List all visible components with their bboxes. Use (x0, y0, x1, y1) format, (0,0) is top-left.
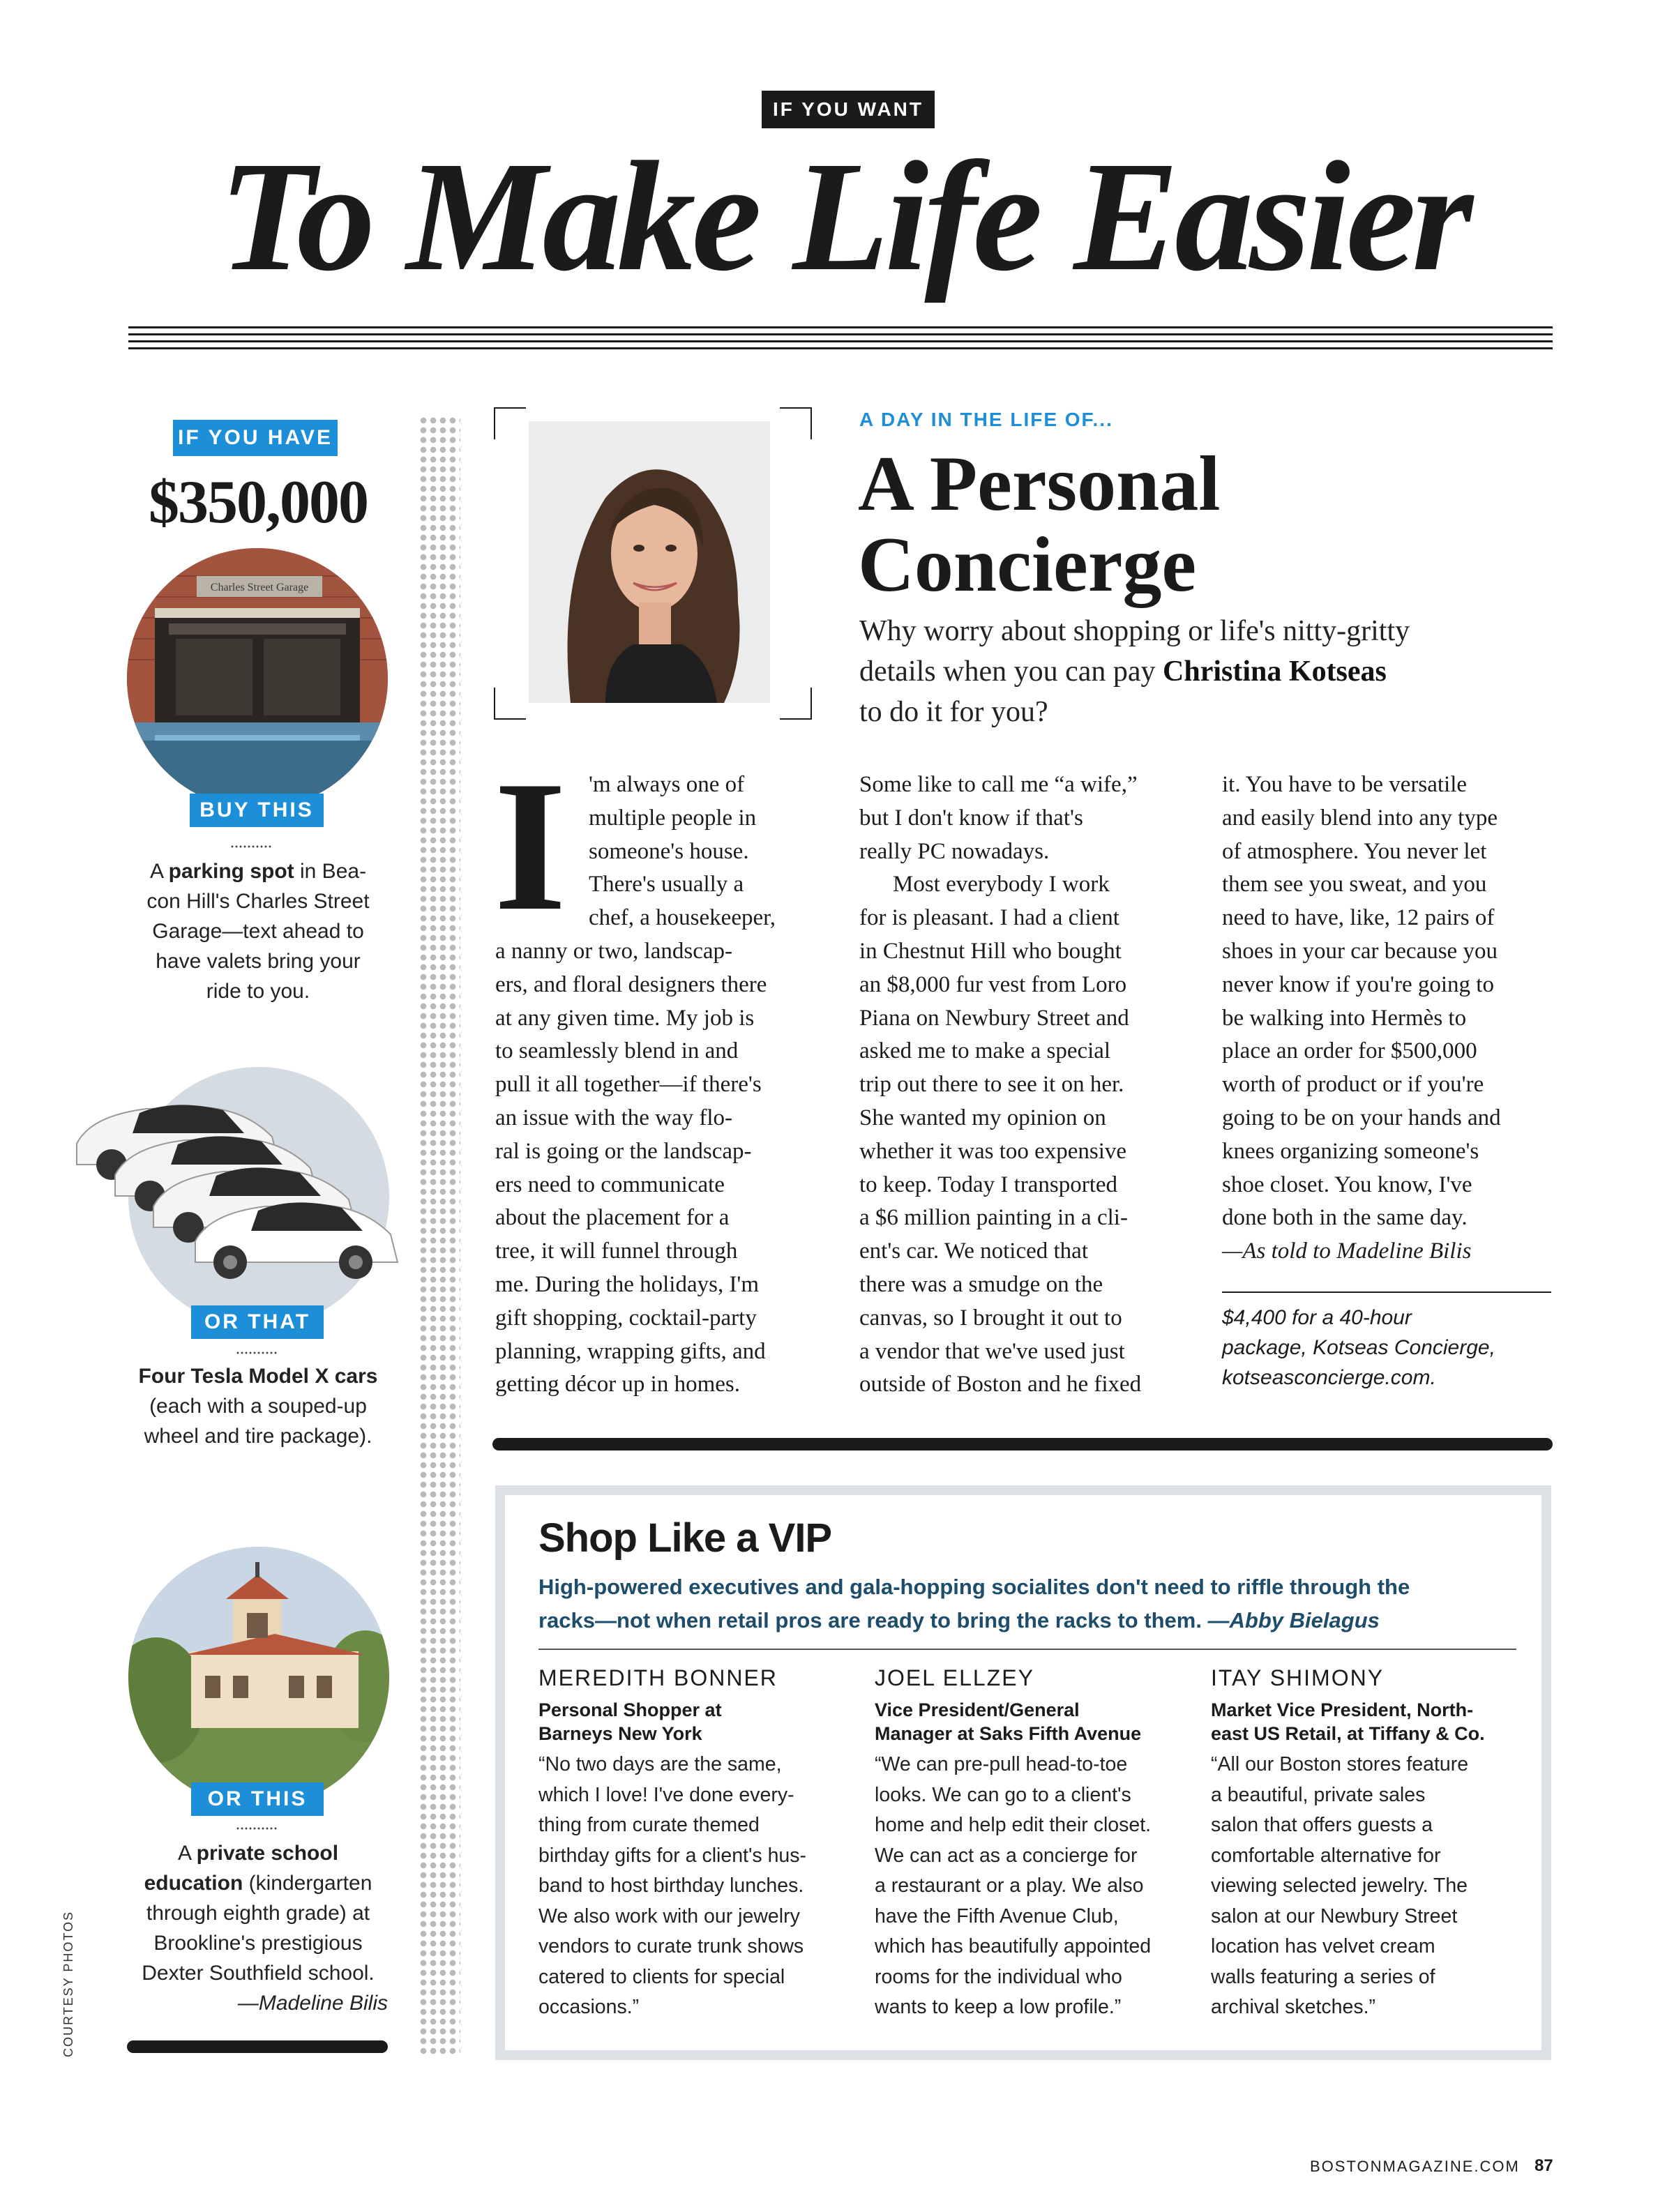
shopper-profile (875, 1665, 1182, 2023)
frame-corner (780, 407, 812, 439)
shop-title: Shop Like a VIP (538, 1515, 832, 1561)
header-rule (128, 340, 1553, 342)
shop-like-vip-box (495, 1485, 1551, 2060)
dotted-divider (230, 845, 272, 848)
dotted-divider (236, 1827, 278, 1830)
shopper-profile (538, 1665, 845, 2023)
photo-credit: COURTESY PHOTOS (61, 1910, 75, 2057)
shop-deck: High-powered executives and gala-hopping socialites don't need to riffle through the racks—not when retail pros are ready to bring the racks to them. —Abby Bielagus (538, 1575, 1410, 1633)
shopper-name: ITAY SHIMONY (1211, 1665, 1385, 1690)
buy-this-tag: BUY THIS (190, 794, 324, 827)
header-rule (128, 347, 1553, 349)
tesla-cars-illustration (70, 1067, 418, 1297)
parking-spot-caption: A parking spot in Bea- con Hill's Charles Street Garage—text ahead to have valets bring your ride to you. (146, 860, 370, 1003)
frame-corner (494, 407, 526, 439)
article-end-bar (492, 1438, 1553, 1450)
school-caption: A private school education (kindergarten through eighth grade) at Brookline's prestigious Dexter Southfield school. —Madeline Bilis (142, 1842, 388, 2015)
shopper-title: Market Vice President, North- east US Retail, at Tiffany & Co. (1211, 1699, 1485, 1744)
shopper-quote: “All our Boston stores feature a beautiful, private sales salon that offers guests a comfortable alternative for viewing selected jewelry. The salon at our Newbury Street location has velvet cream walls featuring a series of archival sketches.” (1211, 1753, 1469, 2018)
page-number: 87 (1534, 2156, 1553, 2175)
dotted-column-rail (418, 416, 460, 2054)
shopper-name: JOEL ELLZEY (875, 1665, 1034, 1690)
garage-sign-text: Charles Street Garage (210, 582, 309, 593)
frame-corner (494, 688, 526, 720)
if-you-have-tag: IF YOU HAVE (173, 420, 338, 456)
header-rule (128, 326, 1553, 328)
article-title: A Personal Concierge (858, 441, 1221, 608)
section-label: A DAY IN THE LIFE OF... (859, 409, 1113, 430)
body-column-2: Some like to call me “a wife,” but I don't know if that's really PC nowadays. Most everybody I work for is pleasant. I had a client in Chestnut Hill who bought an $8,000 fur vest from Loro Piana on Newbury Street and asked me to make a special trip out there to see it on her. She wanted my opinion on whether it was too expensive to keep. Today I transported a $6 million painting in a cli- ent's car. We noticed that there was a smudge on the canvas, so I brought it out to a vendor that we've used just outside of Boston and he fixed (859, 772, 1142, 1397)
portrait-illustration (529, 421, 770, 703)
price-amount: $350,000 (149, 469, 368, 536)
garage-illustration (127, 548, 388, 809)
shopper-quote: “No two days are the same, which I love! I've done every- thing from curate themed birthday gifts for a client's hus- band to host birthday lunches. We also work with our jewelry vendors to curate trunk shows catered to clients for special occasions.” (538, 1753, 807, 2018)
package-info: $4,400 for a 40-hour package, Kotseas Concierge, kotseasconcierge.com. (1222, 1306, 1495, 1389)
article-signature: —As told to Madeline Bilis (1222, 1238, 1472, 1264)
garage-photo (127, 548, 388, 809)
concierge-portrait (529, 421, 770, 703)
school-photo (128, 1547, 389, 1808)
shopper-quote: “We can pre-pull head-to-toe looks. We can go to a client's home and help edit their closet. We can act as a concierge for a restaurant or a play. We also have the Fifth Avenue Club, which has beautifully appointed rooms for the individual who wants to keep a low profile.” (875, 1753, 1152, 2018)
shopper-profile (1211, 1665, 1518, 2023)
sidebar-end-bar (127, 2040, 388, 2053)
or-that-tag: OR THAT (191, 1305, 324, 1339)
header-rule (128, 333, 1553, 335)
kicker-label: IF YOU WANT (762, 91, 935, 128)
package-rule (1222, 1291, 1551, 1293)
shopper-title: Vice President/General Manager at Saks Fifth Avenue (875, 1699, 1142, 1744)
shop-rule (538, 1649, 1516, 1650)
article-deck: Why worry about shopping or life's nitty-gritty details when you can pay Christina Kotseas to do it for you? (859, 615, 1410, 728)
drop-cap: I (494, 742, 567, 949)
footer-site: BOSTONMAGAZINE.COM (1310, 2158, 1520, 2175)
or-this-tag: OR THIS (191, 1782, 324, 1816)
shopper-name: MEREDITH BONNER (538, 1665, 778, 1690)
school-illustration (128, 1547, 389, 1808)
frame-corner (780, 688, 812, 720)
page-headline: To Make Life Easier (218, 129, 1470, 303)
tesla-caption: Four Tesla Model X cars (each with a souped-up wheel and tire package). (138, 1365, 378, 1448)
body-column-3: it. You have to be versatile and easily blend into any type of atmosphere. You never let them see you sweat, and you need to have, like, 12 pairs of shoes in your car because you never know if you're going to be walking into Hermès to place an order for $500,000 worth of product or if you're going to be on your hands and knees organizing someone's shoe closet. You know, I've done both in the same day. —As told to Madeline Bilis (1222, 768, 1557, 1268)
body-column-1: 'm always one of multiple people in someone's house. There's usually a chef, a housekeeper, a nanny or two, landscap- ers, and floral designers there at any given time. My job is to seamlessly blend in and pull it all together—if there's an issue with the way flo- ral is going or the landscap- ers need to communicate about the placement for a tree, it will funnel through me. During the holidays, I'm gift shopping, cocktail-party planning, wrapping gifts, and getting décor up in homes. (495, 772, 776, 1397)
shopper-title: Personal Shopper at Barneys New York (538, 1699, 722, 1744)
dotted-divider (236, 1351, 278, 1354)
